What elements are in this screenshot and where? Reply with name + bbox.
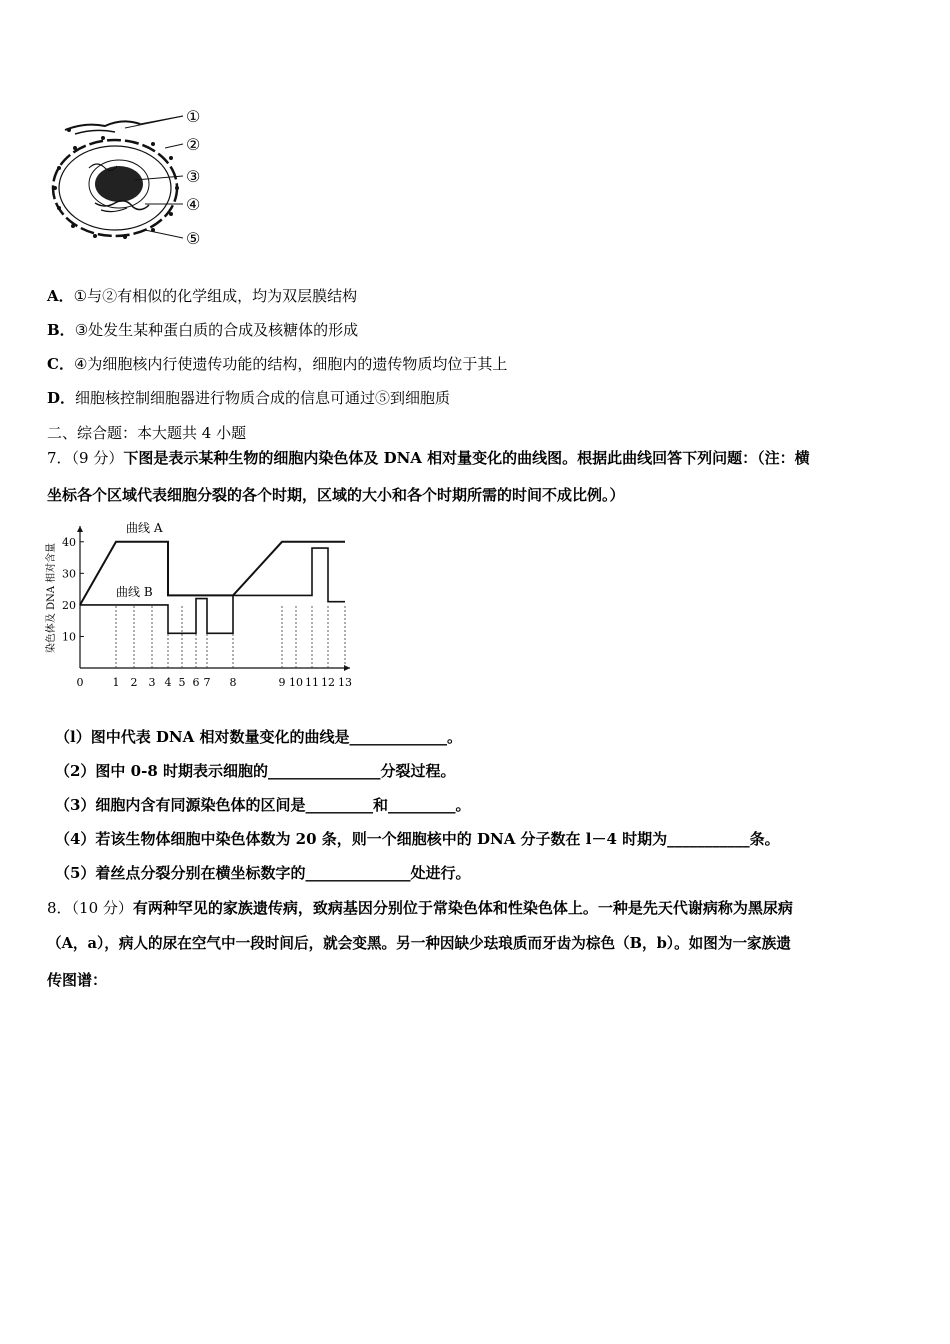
sub3-mid: 和 [372, 796, 388, 814]
q7-sub2 [55, 761, 456, 781]
q7-number: 7． [47, 449, 72, 467]
blank-3a[interactable]: _________ [305, 796, 373, 814]
option-text: ①与②有相似的化学组成，均为双层膜结构 [73, 287, 358, 305]
q7-stem-line2: 坐标各个区域代表细胞分裂的各个时期，区域的大小和各个时期所需的时间不成比例。） [47, 486, 625, 504]
dna-chromosome-chart [44, 518, 356, 694]
q7-sub3 [55, 795, 470, 815]
x-tick-label: 3 [148, 676, 156, 689]
x-tick-label: 11 [305, 676, 319, 689]
option-letter: D． [47, 389, 76, 407]
option-text: ④为细胞核内行使遗传功能的结构，细胞内的遗传物质均位于其上 [73, 355, 508, 373]
option-letter: C． [47, 355, 74, 373]
q7-stem-line1 [47, 448, 810, 468]
blank-4[interactable]: ___________ [667, 830, 750, 848]
blank-2[interactable]: _______________ [267, 762, 381, 780]
series-label-b: 曲线 B [116, 585, 153, 599]
option-b [47, 320, 358, 340]
x-tick-label: 10 [289, 676, 303, 689]
x-tick-label: 12 [321, 676, 335, 689]
q8-number: 8． [47, 899, 72, 917]
option-text: 细胞核控制细胞器进行物质合成的信息可通过⑤到细胞质 [75, 389, 451, 407]
y-tick-label: 30 [62, 567, 76, 581]
option-a [47, 286, 357, 306]
x-tick-label: 9 [278, 676, 286, 689]
y-tick-label: 40 [62, 535, 76, 549]
sub4-end: 条。 [749, 830, 780, 848]
x-tick-label: 0 [76, 676, 84, 689]
q7-sub1 [55, 727, 462, 747]
cell-label-4: ④ [186, 195, 201, 214]
sub3-text: （3）细胞内含有同源染色体的区间是 [55, 796, 306, 814]
option-d [47, 388, 450, 408]
q8-score: （10 分） [71, 899, 133, 917]
y-tick-label: 20 [62, 598, 76, 612]
blank-3b[interactable]: _________ [387, 796, 456, 814]
sub2-end: 分裂过程。 [380, 762, 456, 780]
cell-label-5: ⑤ [186, 229, 201, 248]
q8-text: 有两种罕见的家族遗传病，致病基因分别位于常染色体和性染色体上。一种是先天代谢病称为黑尿病 [132, 899, 793, 917]
y-tick-label: 10 [62, 630, 76, 644]
sub5-text: （5）着丝点分裂分别在横坐标数字的 [55, 864, 306, 882]
cell-diagram [45, 108, 210, 250]
y-axis-arrow [77, 526, 83, 532]
x-tick-label: 7 [203, 676, 211, 689]
cell-label-2: ② [186, 135, 201, 154]
x-tick-label: 6 [192, 676, 200, 689]
y-axis-label: 染色体及 DNA 相对含量 [46, 542, 57, 654]
sub2-text: （2）图中 0-8 时期表示细胞的 [55, 762, 268, 780]
cell-label-3: ③ [186, 167, 201, 186]
chart-svg [44, 518, 356, 694]
x-tick-label: 5 [178, 676, 186, 689]
q8-line2: （A，a），病人的尿在空气中一段时间后，就会变黑。另一种因缺少珐琅质而牙齿为棕色（B，b）。如图为一家族遗 [47, 935, 791, 952]
q7-sub5 [55, 863, 470, 883]
x-tick-label: 2 [130, 676, 138, 689]
q8-line1 [47, 898, 793, 918]
series-label-a: 曲线 A [126, 521, 163, 535]
q8-line3: 传图谱： [47, 971, 108, 989]
sub1-end: 。 [447, 728, 463, 746]
blank-5[interactable]: ______________ [305, 864, 411, 882]
blank-1[interactable]: _____________ [349, 728, 448, 746]
option-text: ③处发生某种蛋白质的合成及核糖体的形成 [74, 321, 359, 339]
cell-label-1: ① [186, 108, 201, 126]
option-c [47, 354, 507, 374]
option-letter: B． [47, 321, 75, 339]
option-letter: A． [47, 287, 74, 305]
x-tick-label: 4 [164, 676, 172, 689]
x-tick-label: 1 [112, 676, 120, 689]
q7-sub4 [55, 829, 780, 849]
q7-stem-text: 下图是表示某种生物的细胞内染色体及 DNA 相对量变化的曲线图。根据此曲线回答下列问题：（注：横 [123, 449, 810, 467]
sub1-text: （l）图中代表 DNA 相对数量变化的曲线是 [55, 728, 350, 746]
sub3-end: 。 [455, 796, 471, 814]
cell-structure-figure [45, 108, 210, 250]
x-tick-label: 13 [338, 676, 352, 689]
q7-score: （9 分） [71, 449, 124, 467]
section-title: 二、综合题：本大题共 4 小题 [47, 424, 247, 442]
sub5-end: 处进行。 [410, 864, 471, 882]
sub4-text: （4）若该生物体细胞中染色体数为 20 条，则一个细胞核中的 DNA 分子数在 l－4 时期为 [55, 830, 668, 848]
x-tick-label: 8 [229, 676, 237, 689]
